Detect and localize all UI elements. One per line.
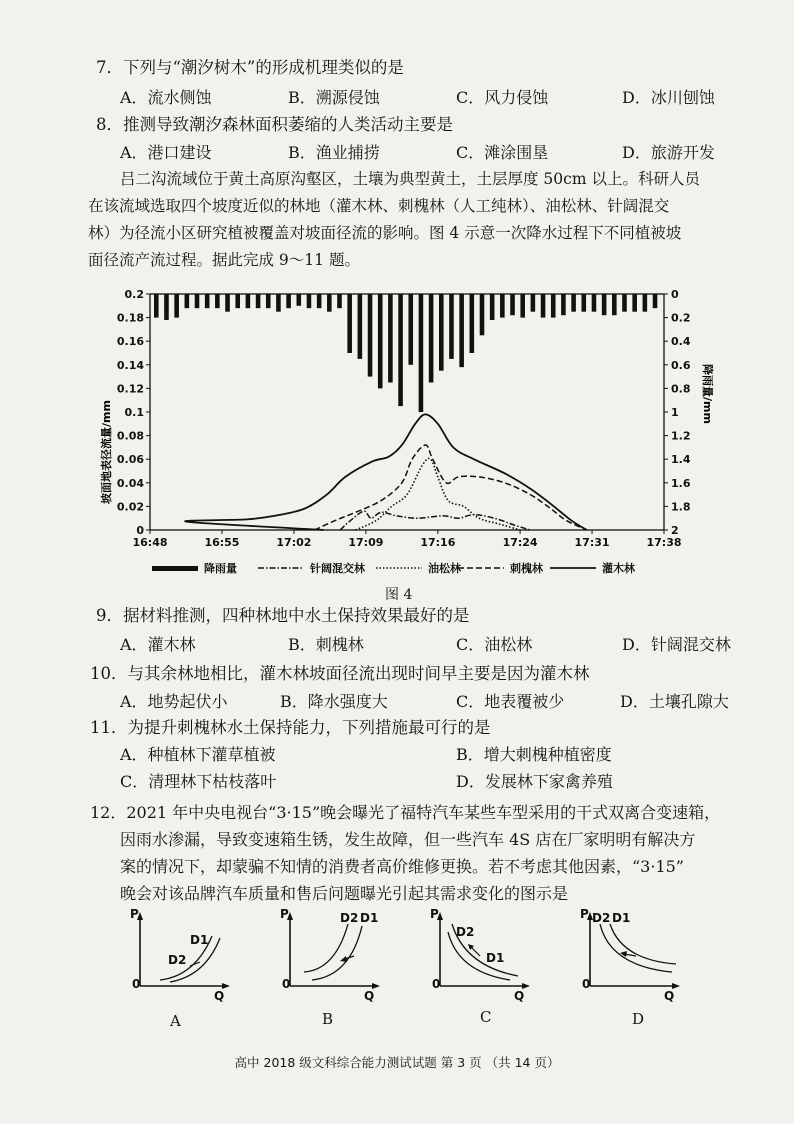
rainfall-bar [307, 294, 312, 308]
x-tick-label: 16:48 [132, 536, 168, 549]
rainfall-bar [500, 294, 505, 318]
q10-option-c: C．地表覆被少 [456, 692, 565, 711]
subfig-d-curve2-label: D1 [612, 911, 631, 925]
subfig-d-p-label: P [580, 907, 589, 921]
subfigure-d-graph [580, 907, 680, 1003]
q11-option-b: B．增大刺槐种植密度 [456, 745, 612, 764]
rainfall-bar [571, 294, 576, 312]
rainfall-bar [602, 294, 607, 315]
rainfall-bar [246, 294, 251, 308]
subfigure-b-graph [280, 907, 380, 1003]
rainfall-bar [358, 294, 363, 359]
page-footer: 高中 2018 级文科综合能力测试试题 第 3 页 （共 14 页） [234, 1055, 560, 1070]
q12-line-2: 因雨水渗漏，导致变速箱生锈，发生故障，但一些汽车 4S 店在厂家明明有解决方 [120, 830, 696, 849]
y-left-tick-label: 0.2 [124, 288, 144, 301]
rainfall-bar [317, 294, 322, 308]
rainfall-bar [480, 294, 485, 335]
legend-label: 针阔混交林 [310, 562, 365, 575]
rainfall-bar [164, 294, 169, 320]
subfig-b-curve1-label: D2 [340, 911, 359, 925]
subfigure-c-graph [430, 907, 530, 1003]
y-right-tick-label: 1.2 [671, 429, 691, 443]
x-tick-label: 17:24 [502, 536, 538, 549]
y-left-tick-label: 0.04 [116, 476, 144, 490]
y-left-tick-label: 0.08 [116, 429, 144, 443]
y-right-tick-label: 0.6 [671, 358, 691, 372]
y-axis-left-label: 坡面地表径流量/mm [100, 400, 113, 504]
subfig-d-caption: D [632, 1010, 645, 1028]
subfig-a-caption: A [170, 1012, 181, 1030]
material-line-3: 林）为径流小区研究植被覆盖对坡面径流的影响。图 4 示意一次降水过程下不同植被坡 [88, 224, 682, 242]
rainfall-bar [561, 294, 566, 315]
y-left-tick-label: 0.12 [116, 382, 144, 396]
rainfall-bar [205, 294, 210, 308]
q7-option-d: D．冰川刨蚀 [622, 88, 715, 107]
y-right-tick-label: 0 [671, 288, 679, 301]
rainfall-bar [266, 294, 271, 308]
y-right-tick-label: 1.4 [671, 453, 691, 467]
rainfall-bar [347, 294, 352, 353]
rainfall-bar [337, 294, 342, 308]
legend-label: 降雨量 [204, 562, 237, 575]
y-right-tick-label: 0.8 [671, 382, 691, 396]
q9-option-d: D．针阔混交林 [622, 635, 731, 654]
q7-option-c: C．风力侵蚀 [456, 88, 549, 107]
rainfall-bar [195, 294, 200, 308]
rainfall-bar [408, 294, 413, 365]
legend-rain-swatch [152, 566, 198, 571]
rainfall-bar [296, 294, 301, 306]
rainfall-bar [235, 294, 240, 308]
subfig-c-curve2-label: D1 [486, 951, 505, 965]
y-right-tick-label: 1.8 [671, 500, 691, 514]
rainfall-bar [581, 294, 586, 312]
y-left-tick-label: 0.14 [116, 358, 144, 372]
subfig-c-p-label: P [430, 907, 439, 921]
legend-label: 灌木林 [602, 562, 635, 575]
x-tick-label: 17:16 [420, 536, 456, 549]
q12-line-3: 案的情况下，却蒙骗不知情的消费者高价维修更换。若不考虑其他因素，“3·15” [120, 857, 684, 876]
subfig-b-p-label: P [280, 907, 289, 921]
rainfall-bar [470, 294, 475, 353]
question-7-stem: 7．下列与“潮汐树木”的形成机理类似的是 [96, 58, 404, 77]
rainfall-bar [327, 294, 332, 312]
subfig-c-origin: 0 [432, 977, 441, 991]
q8-option-a: A．港口建设 [120, 143, 212, 162]
q11-option-d: D．发展林下家禽养殖 [456, 772, 613, 791]
legend-label: 油松林 [428, 562, 461, 575]
subfig-a-q-label: Q [214, 989, 225, 1003]
material-line-4: 面径流产流过程。据此完成 9～11 题。 [88, 251, 360, 269]
subfig-a-curve1-label: D1 [190, 933, 209, 947]
rainfall-bar [215, 294, 220, 308]
y-left-tick-label: 0.02 [116, 500, 144, 514]
rainfall-bar [510, 294, 515, 315]
q9-option-a: A．灌木林 [120, 635, 196, 654]
rainfall-bar [378, 294, 383, 388]
rainfall-bar [643, 294, 648, 312]
question-8-stem: 8．推测导致潮汐森林面积萎缩的人类活动主要是 [96, 115, 453, 134]
q12-line-4: 晚会对该品牌汽车质量和售后问题曝光引起其需求变化的图示是 [120, 884, 569, 903]
rainfall-bar [185, 294, 190, 308]
rainfall-bar [439, 294, 444, 371]
x-tick-label: 17:38 [646, 536, 682, 549]
figure-4-chart [98, 284, 714, 582]
y-axis-right-label: 降雨量/mm [701, 364, 714, 424]
rainfall-bar [592, 294, 597, 312]
q11-option-c: C．清理林下枯枝落叶 [120, 772, 277, 791]
material-line-1: 吕二沟流域位于黄土高原沟壑区，土壤为典型黄土，土层厚度 50cm 以上。科研人员 [120, 170, 700, 188]
series-line-dash-dot [340, 511, 530, 530]
y-left-tick-label: 0.1 [124, 406, 144, 419]
q7-option-b: B．溯源侵蚀 [288, 88, 380, 107]
rainfall-bar [449, 294, 454, 359]
q9-option-b: B．刺槐林 [288, 635, 364, 654]
subfig-a-p-label: P [130, 907, 139, 921]
rainfall-bar [398, 294, 403, 406]
q12-line-1: 12．2021 年中央电视台“3·15”晚会曝光了福特汽车某些车型采用的干式双离合变速箱， [90, 803, 721, 822]
rainfall-bar [154, 294, 159, 318]
rainfall-bar [653, 294, 658, 308]
rainfall-bar [256, 294, 261, 308]
subfig-b-origin: 0 [282, 977, 291, 991]
material-line-2: 在该流域选取四个坡度近似的林地（灌木林、刺槐林（人工纯林）、油松林、针阔混交 [88, 197, 670, 215]
subfig-c-q-label: Q [514, 989, 525, 1003]
y-right-tick-label: 0.2 [671, 311, 691, 325]
y-right-tick-label: 1 [671, 406, 679, 419]
question-9-stem: 9．据材料推测，四种林地中水土保持效果最好的是 [96, 606, 470, 625]
subfig-c-caption: C [480, 1008, 492, 1026]
y-left-tick-label: 0.16 [116, 335, 144, 349]
rainfall-bar [520, 294, 525, 318]
rainfall-bar [225, 294, 230, 312]
rainfall-bar [429, 294, 434, 383]
rainfall-bar [490, 294, 495, 320]
y-right-tick-label: 1.6 [671, 476, 691, 490]
rainfall-bar [622, 294, 627, 312]
rainfall-bar [551, 294, 556, 318]
subfigure-a-graph [130, 907, 230, 1003]
rainfall-bar [174, 294, 179, 318]
subfig-d-origin: 0 [582, 977, 591, 991]
rainfall-bar [531, 294, 536, 312]
subfig-b-q-label: Q [364, 989, 375, 1003]
q8-option-c: C．滩涂围垦 [456, 143, 549, 162]
rainfall-bar [541, 294, 546, 318]
q8-option-d: D．旅游开发 [622, 143, 715, 162]
rainfall-bar [459, 294, 464, 367]
q11-option-a: A．种植林下灌草植被 [120, 745, 276, 764]
rainfall-bar [388, 294, 393, 383]
x-tick-label: 17:31 [574, 536, 610, 549]
y-right-tick-label: 2 [671, 524, 679, 537]
y-left-tick-label: 0.06 [116, 453, 144, 467]
question-12-stem [90, 799, 740, 907]
rainfall-bar [419, 294, 424, 412]
q7-option-a: A．流水侧蚀 [120, 88, 212, 107]
subfig-d-q-label: Q [664, 989, 675, 1003]
y-left-tick-label: 0 [136, 524, 144, 537]
subfig-a-origin: 0 [132, 977, 141, 991]
y-right-tick-label: 0.4 [671, 335, 691, 349]
question-11-stem: 11．为提升刺槐林水土保持能力，下列措施最可行的是 [90, 718, 491, 737]
material-paragraph [88, 166, 728, 274]
rainfall-bar [632, 294, 637, 312]
subfig-c-curve1-label: D2 [456, 925, 475, 939]
x-tick-label: 16:55 [204, 536, 240, 549]
subfig-a-curve2-label: D2 [168, 953, 187, 967]
rainfall-bar [612, 294, 617, 315]
x-tick-label: 17:09 [348, 536, 384, 549]
subfig-b-caption: B [322, 1010, 334, 1028]
y-left-tick-label: 0.18 [116, 311, 144, 325]
rainfall-bar [276, 294, 281, 312]
figure-caption: 图 4 [385, 587, 413, 603]
q9-option-c: C．油松林 [456, 635, 533, 654]
question-10-stem: 10．与其余林地相比，灌木林坡面径流出现时间早主要是因为灌木林 [90, 664, 590, 683]
q8-option-b: B．渔业捕捞 [288, 143, 380, 162]
subfig-d-curve1-label: D2 [592, 911, 611, 925]
q10-option-d: D．土壤孔隙大 [620, 692, 729, 711]
subfig-b-curve2-label: D1 [360, 911, 379, 925]
q12-demand-figures [120, 906, 690, 1006]
q10-option-b: B．降水强度大 [280, 692, 388, 711]
rainfall-bar [286, 294, 291, 308]
rainfall-bar [368, 294, 373, 377]
legend-label: 刺槐林 [510, 562, 543, 575]
q10-option-a: A．地势起伏小 [120, 692, 228, 711]
x-tick-label: 17:02 [276, 536, 312, 549]
